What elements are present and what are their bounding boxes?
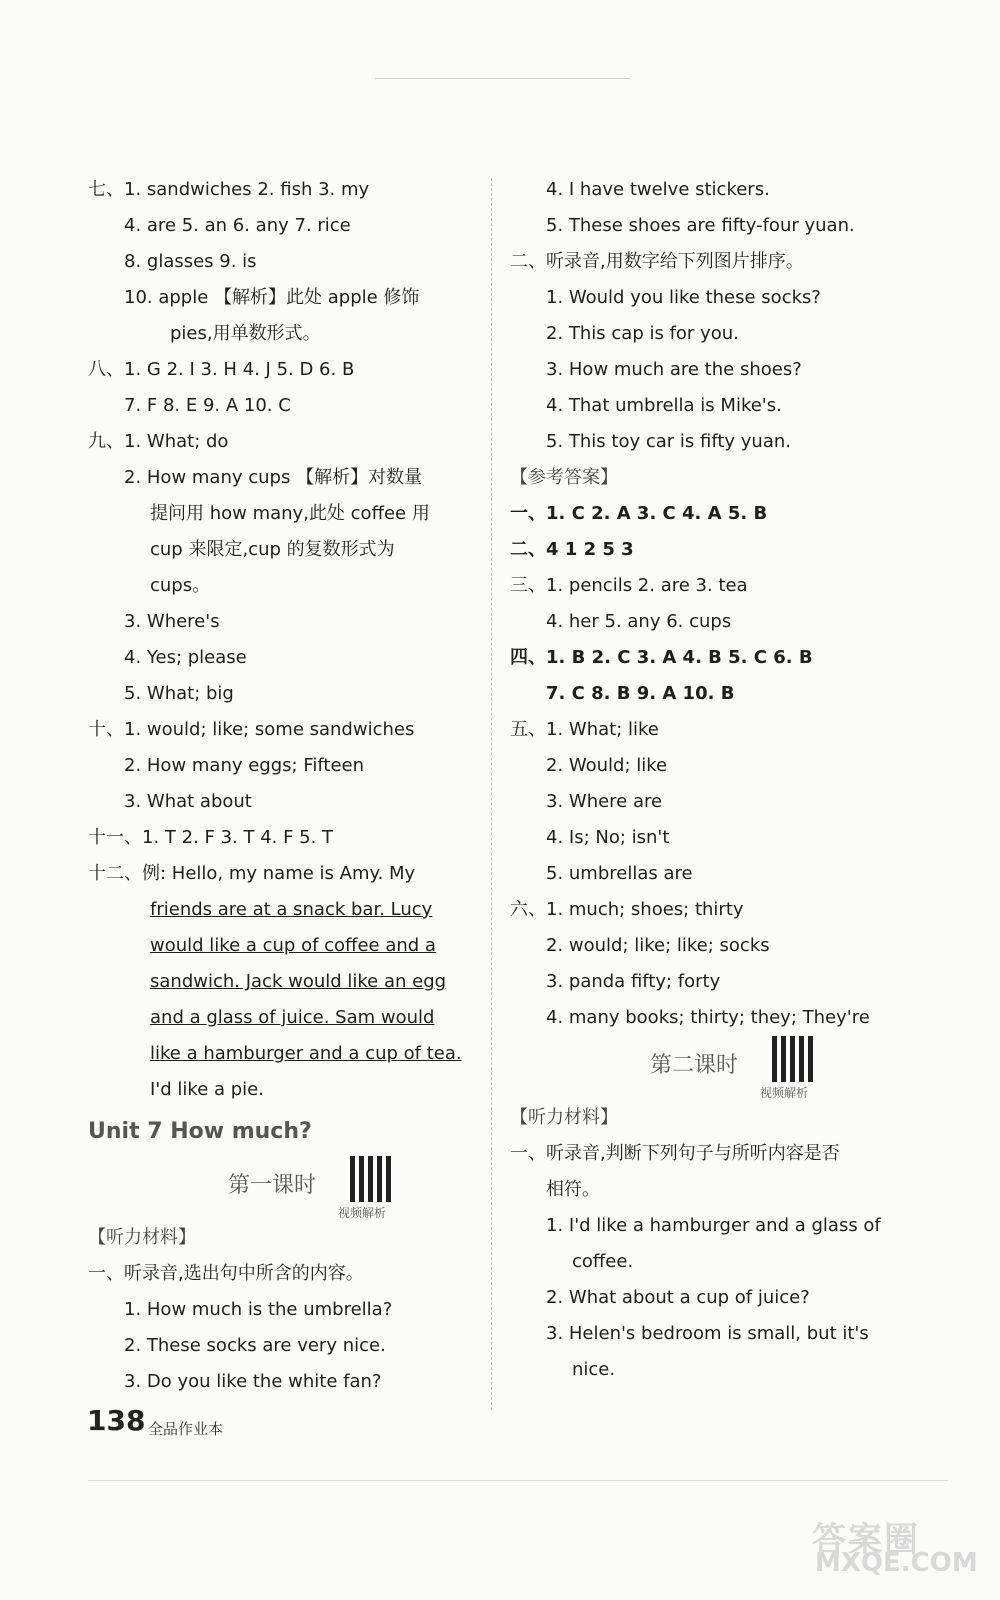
answer-line: 九、1. What; do [88,431,229,452]
answer-line: 十、1. would; like; some sandwiches [88,719,415,740]
answer-line: 十一、1. T 2. F 3. T 4. F 5. T [88,827,334,848]
answer-line: 5. umbrellas are [546,863,693,884]
answer-line: cup 来限定,cup 的复数形式为 [150,539,395,560]
question-item: 5. These shoes are fifty-four yuan. [546,215,855,236]
answer-line: 七、1. sandwiches 2. fish 3. my [88,179,370,200]
listening-tag: 【听力材料】 [88,1227,196,1248]
left-column [88,172,468,1400]
question-item: 4. I have twelve stickers. [546,179,770,200]
listening-tag: 【听力材料】 [510,1107,618,1128]
question-title: 二、听录音,用数字给下列图片排序。 [510,251,804,272]
book-title: 全品作业本 [148,1420,224,1438]
answer-line: 一、1. C 2. A 3. C 4. A 5. B [510,503,768,524]
answer-line: pies,用单数形式。 [170,323,321,344]
lesson-title: 第一课时 [228,1173,317,1198]
sample-essay-line: like a hamburger and a cup of tea. [150,1043,462,1064]
answer-line: 二、4 1 2 5 3 [510,539,634,560]
answer-line: 4. are 5. an 6. any 7. rice [124,215,351,236]
question-item: 5. This toy car is fifty yuan. [546,431,792,452]
qr-caption: 视频解析 [338,1206,387,1220]
answer-line: 六、1. much; shoes; thirty [510,899,744,920]
sample-essay-line: and a glass of juice. Sam would [150,1007,435,1028]
sample-essay-line: friends are at a snack bar. Lucy [150,899,433,920]
sample-essay-line: 十二、例: Hello, my name is Amy. My [88,863,416,884]
answer-line: 7. C 8. B 9. A 10. B [546,683,735,704]
sample-essay-line: I'd like a pie. [150,1079,264,1100]
answer-line: 2. Would; like [546,755,668,776]
answer-line: 八、1. G 2. I 3. H 4. J 5. D 6. B [88,359,355,380]
answer-line: 4. her 5. any 6. cups [546,611,732,632]
answer-line: 3. Where are [546,791,663,812]
lesson-header [88,1156,468,1220]
header-rule [375,78,630,79]
question-item: 1. I'd like a hamburger and a glass of [546,1215,881,1236]
qr-code-icon[interactable] [346,1156,392,1202]
question-item: 4. That umbrella is Mike's. [546,395,782,416]
question-title: 一、听录音,选出句中所含的内容。 [88,1263,364,1284]
question-item: 3. Helen's bedroom is small, but it's [546,1323,869,1344]
lesson-title: 第二课时 [650,1053,739,1078]
answer-line: 3. Where's [124,611,220,632]
answer-tag: 【参考答案】 [510,467,618,488]
answer-line: 四、1. B 2. C 3. A 4. B 5. C 6. B [510,647,813,668]
question-title: 相符。 [546,1179,600,1200]
question-item: nice. [572,1359,616,1380]
question-title: 一、听录音,判断下列句子与所听内容是否 [510,1143,840,1164]
question-item: 1. Would you like these socks? [546,287,821,308]
answer-line: 2. How many cups 【解析】对数量 [124,467,423,488]
answer-line: 3. panda fifty; forty [546,971,721,992]
footer-rule [88,1480,948,1481]
answer-line: 5. What; big [124,683,234,704]
answer-line: 提问用 how many,此处 coffee 用 [150,503,430,524]
question-item: 2. These socks are very nice. [124,1335,386,1356]
question-item: 3. How much are the shoes? [546,359,802,380]
question-item: 1. How much is the umbrella? [124,1299,393,1320]
answer-line: 10. apple 【解析】此处 apple 修饰 [124,287,420,308]
sample-essay-line: would like a cup of coffee and a [150,935,436,956]
qr-caption: 视频解析 [760,1086,809,1100]
question-item: 2. This cap is for you. [546,323,739,344]
answer-line: 五、1. What; like [510,719,659,740]
answer-line: 3. What about [124,791,252,812]
question-item: 3. Do you like the white fan? [124,1371,382,1392]
answer-line: 4. Is; No; isn't [546,827,670,848]
question-item: 2. What about a cup of juice? [546,1287,810,1308]
answer-line: 4. Yes; please [124,647,247,668]
answer-line: 2. would; like; like; socks [546,935,770,956]
qr-code-icon[interactable] [768,1036,814,1082]
column-divider [491,178,492,1410]
answer-line: 8. glasses 9. is [124,251,257,272]
sample-essay-line: sandwich. Jack would like an egg [150,971,447,992]
answer-line: cups。 [150,575,211,596]
answer-line: 7. F 8. E 9. A 10. C [124,395,291,416]
question-item: coffee. [572,1251,634,1272]
answer-line: 三、1. pencils 2. are 3. tea [510,575,748,596]
watermark-site: MXQE.COM [815,1548,978,1578]
answer-line: 2. How many eggs; Fifteen [124,755,365,776]
unit-title: Unit 7 How much? [88,1119,312,1144]
answer-line: 4. many books; thirty; they; They're [546,1007,870,1028]
right-column [510,172,900,1388]
watermark-logo: 答案圈 [812,1520,920,1560]
lesson-header [510,1036,900,1100]
page-number: 138 [87,1404,146,1437]
